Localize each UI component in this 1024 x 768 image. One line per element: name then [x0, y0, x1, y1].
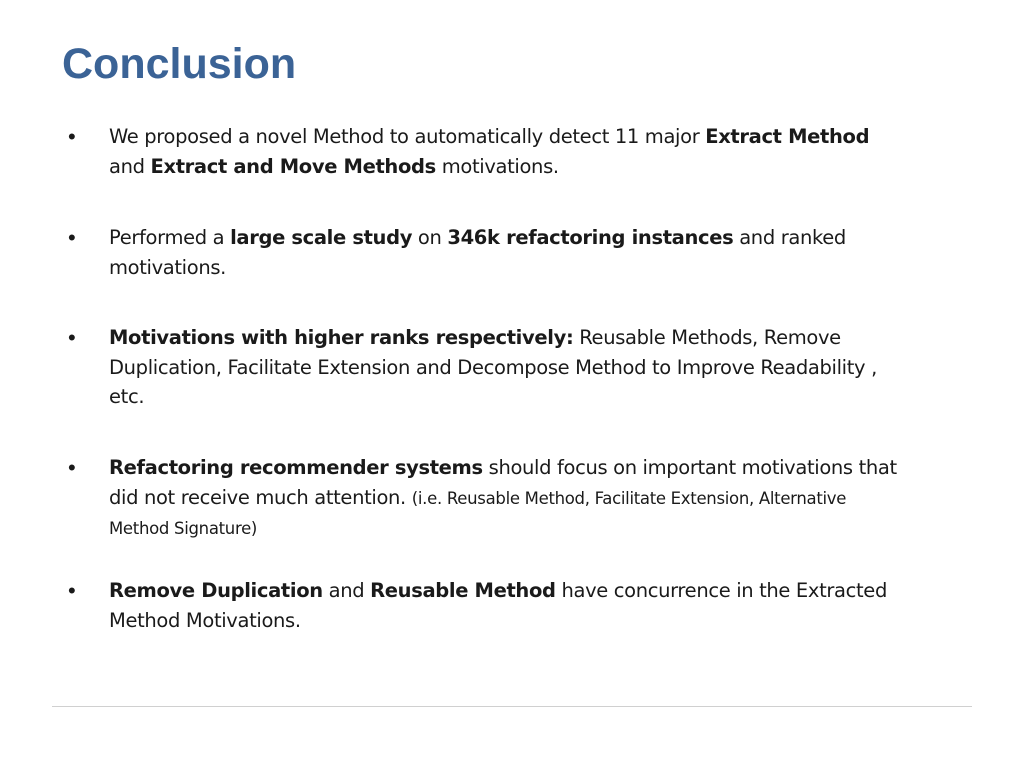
- bullet-marker: •: [68, 325, 76, 350]
- bold-text-segment: Motivations with higher ranks respectively:: [109, 326, 574, 349]
- slide-title: Conclusion: [62, 40, 297, 88]
- footer-divider: [52, 706, 972, 707]
- bullet-text-1: [109, 122, 909, 181]
- bullet-marker: •: [68, 455, 76, 480]
- text-segment: and ranked motivations.: [109, 226, 846, 279]
- bold-text-segment: Reusable Method: [370, 579, 556, 602]
- bold-text-segment: large scale study: [230, 226, 413, 249]
- text-segment: on: [412, 226, 448, 249]
- bold-text-segment: Extract and Move Methods: [150, 154, 436, 178]
- bold-text-segment: Extract Method: [705, 125, 870, 148]
- bullet-text-5: [109, 576, 909, 635]
- text-segment: We proposed a novel Method to automatically detect 11 major: [109, 125, 706, 148]
- text-segment: have concurrence in the Extracted Method Motivations.: [109, 579, 887, 632]
- text-segment: and: [109, 154, 151, 178]
- text-segment: Performed a: [109, 226, 231, 249]
- text-segment: (i.e. Reusable Method, Facilitate Extension, Alternative Method Signature): [109, 488, 847, 538]
- bold-text-segment: Remove Duplication: [109, 579, 323, 602]
- bullet-marker: •: [68, 124, 76, 149]
- bullet-text-3: [109, 323, 909, 412]
- text-segment: motivations.: [435, 154, 559, 178]
- bullet-text-2: [109, 223, 909, 282]
- bullet-marker: •: [68, 578, 76, 603]
- text-segment: Reusable Methods, Remove Duplication, Facilitate Extension and Decompose Method to Improve Readability , etc.: [109, 326, 877, 408]
- bold-text-segment: 346k refactoring instances: [447, 226, 734, 249]
- bold-text-segment: Refactoring recommender systems: [109, 456, 483, 479]
- text-segment: should focus on important motivations that did not receive much attention.: [109, 456, 897, 509]
- bullet-text-4: [109, 453, 909, 544]
- bullet-marker: •: [68, 225, 76, 250]
- text-segment: and: [322, 579, 371, 602]
